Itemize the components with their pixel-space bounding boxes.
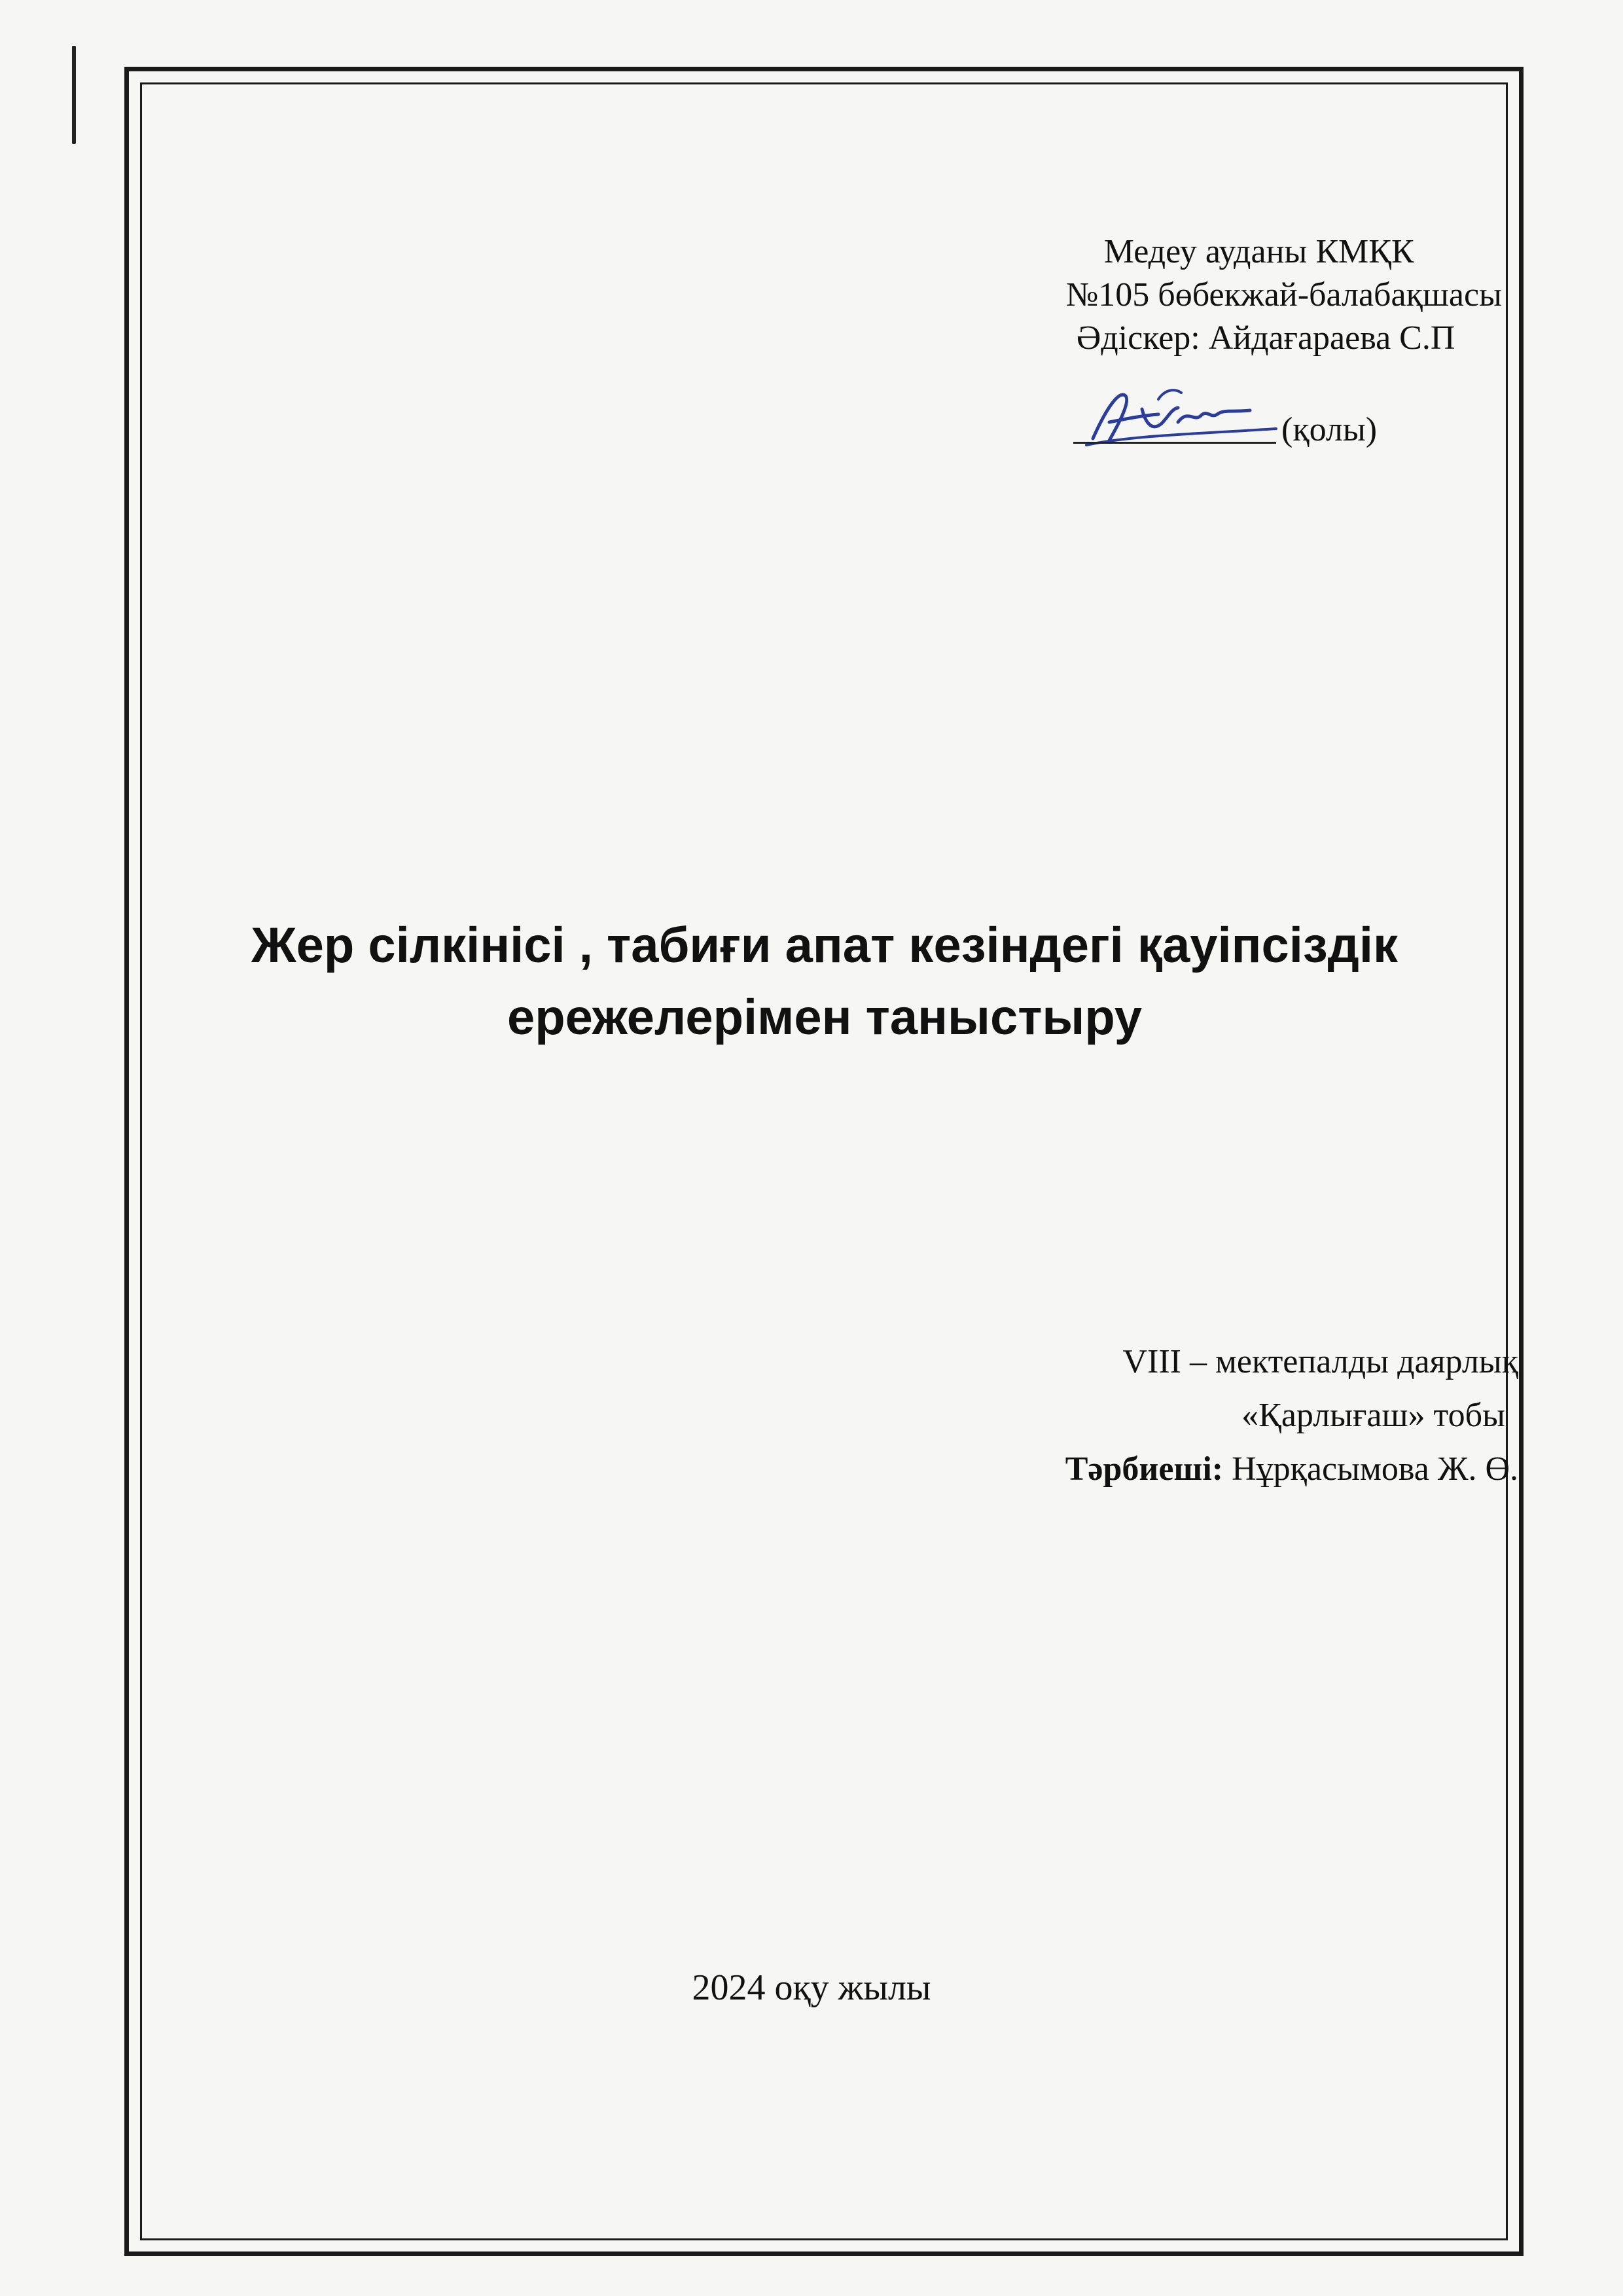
signature-label: (қолы) (1281, 411, 1378, 448)
title-line-2: ережелерімен таныстыру (507, 990, 1143, 1045)
margin-mark (72, 46, 76, 144)
title-line-1: Жер сілкінісі , табиғи апат кезіндегі қауіпсіздік (251, 918, 1399, 973)
class-name: VIII – мектепалды даярлық (1122, 1343, 1518, 1380)
kindergarten-name: №105 бөбекжай-балабақшасы (1065, 276, 1502, 314)
district-name: Медеу ауданы КМҚК (1103, 233, 1414, 270)
teacher-label: Тәрбиеші: (1065, 1450, 1224, 1488)
group-info (1065, 1335, 1518, 1496)
academic-year: 2024 оқу жылы (692, 1967, 931, 2008)
signature-image (1080, 383, 1289, 455)
teacher-line (1065, 1443, 1518, 1496)
signature-block (1073, 396, 1414, 455)
group-name: «Қарлығаш» тобы (1241, 1397, 1505, 1434)
methodologist-name: Әдіскер: Айдағараева С.П (1076, 319, 1455, 357)
document-title (164, 910, 1486, 1054)
signature-line (1073, 442, 1276, 444)
teacher-name: Нұрқасымова Ж. Ө. (1232, 1450, 1518, 1488)
institution-header (1066, 230, 1502, 360)
